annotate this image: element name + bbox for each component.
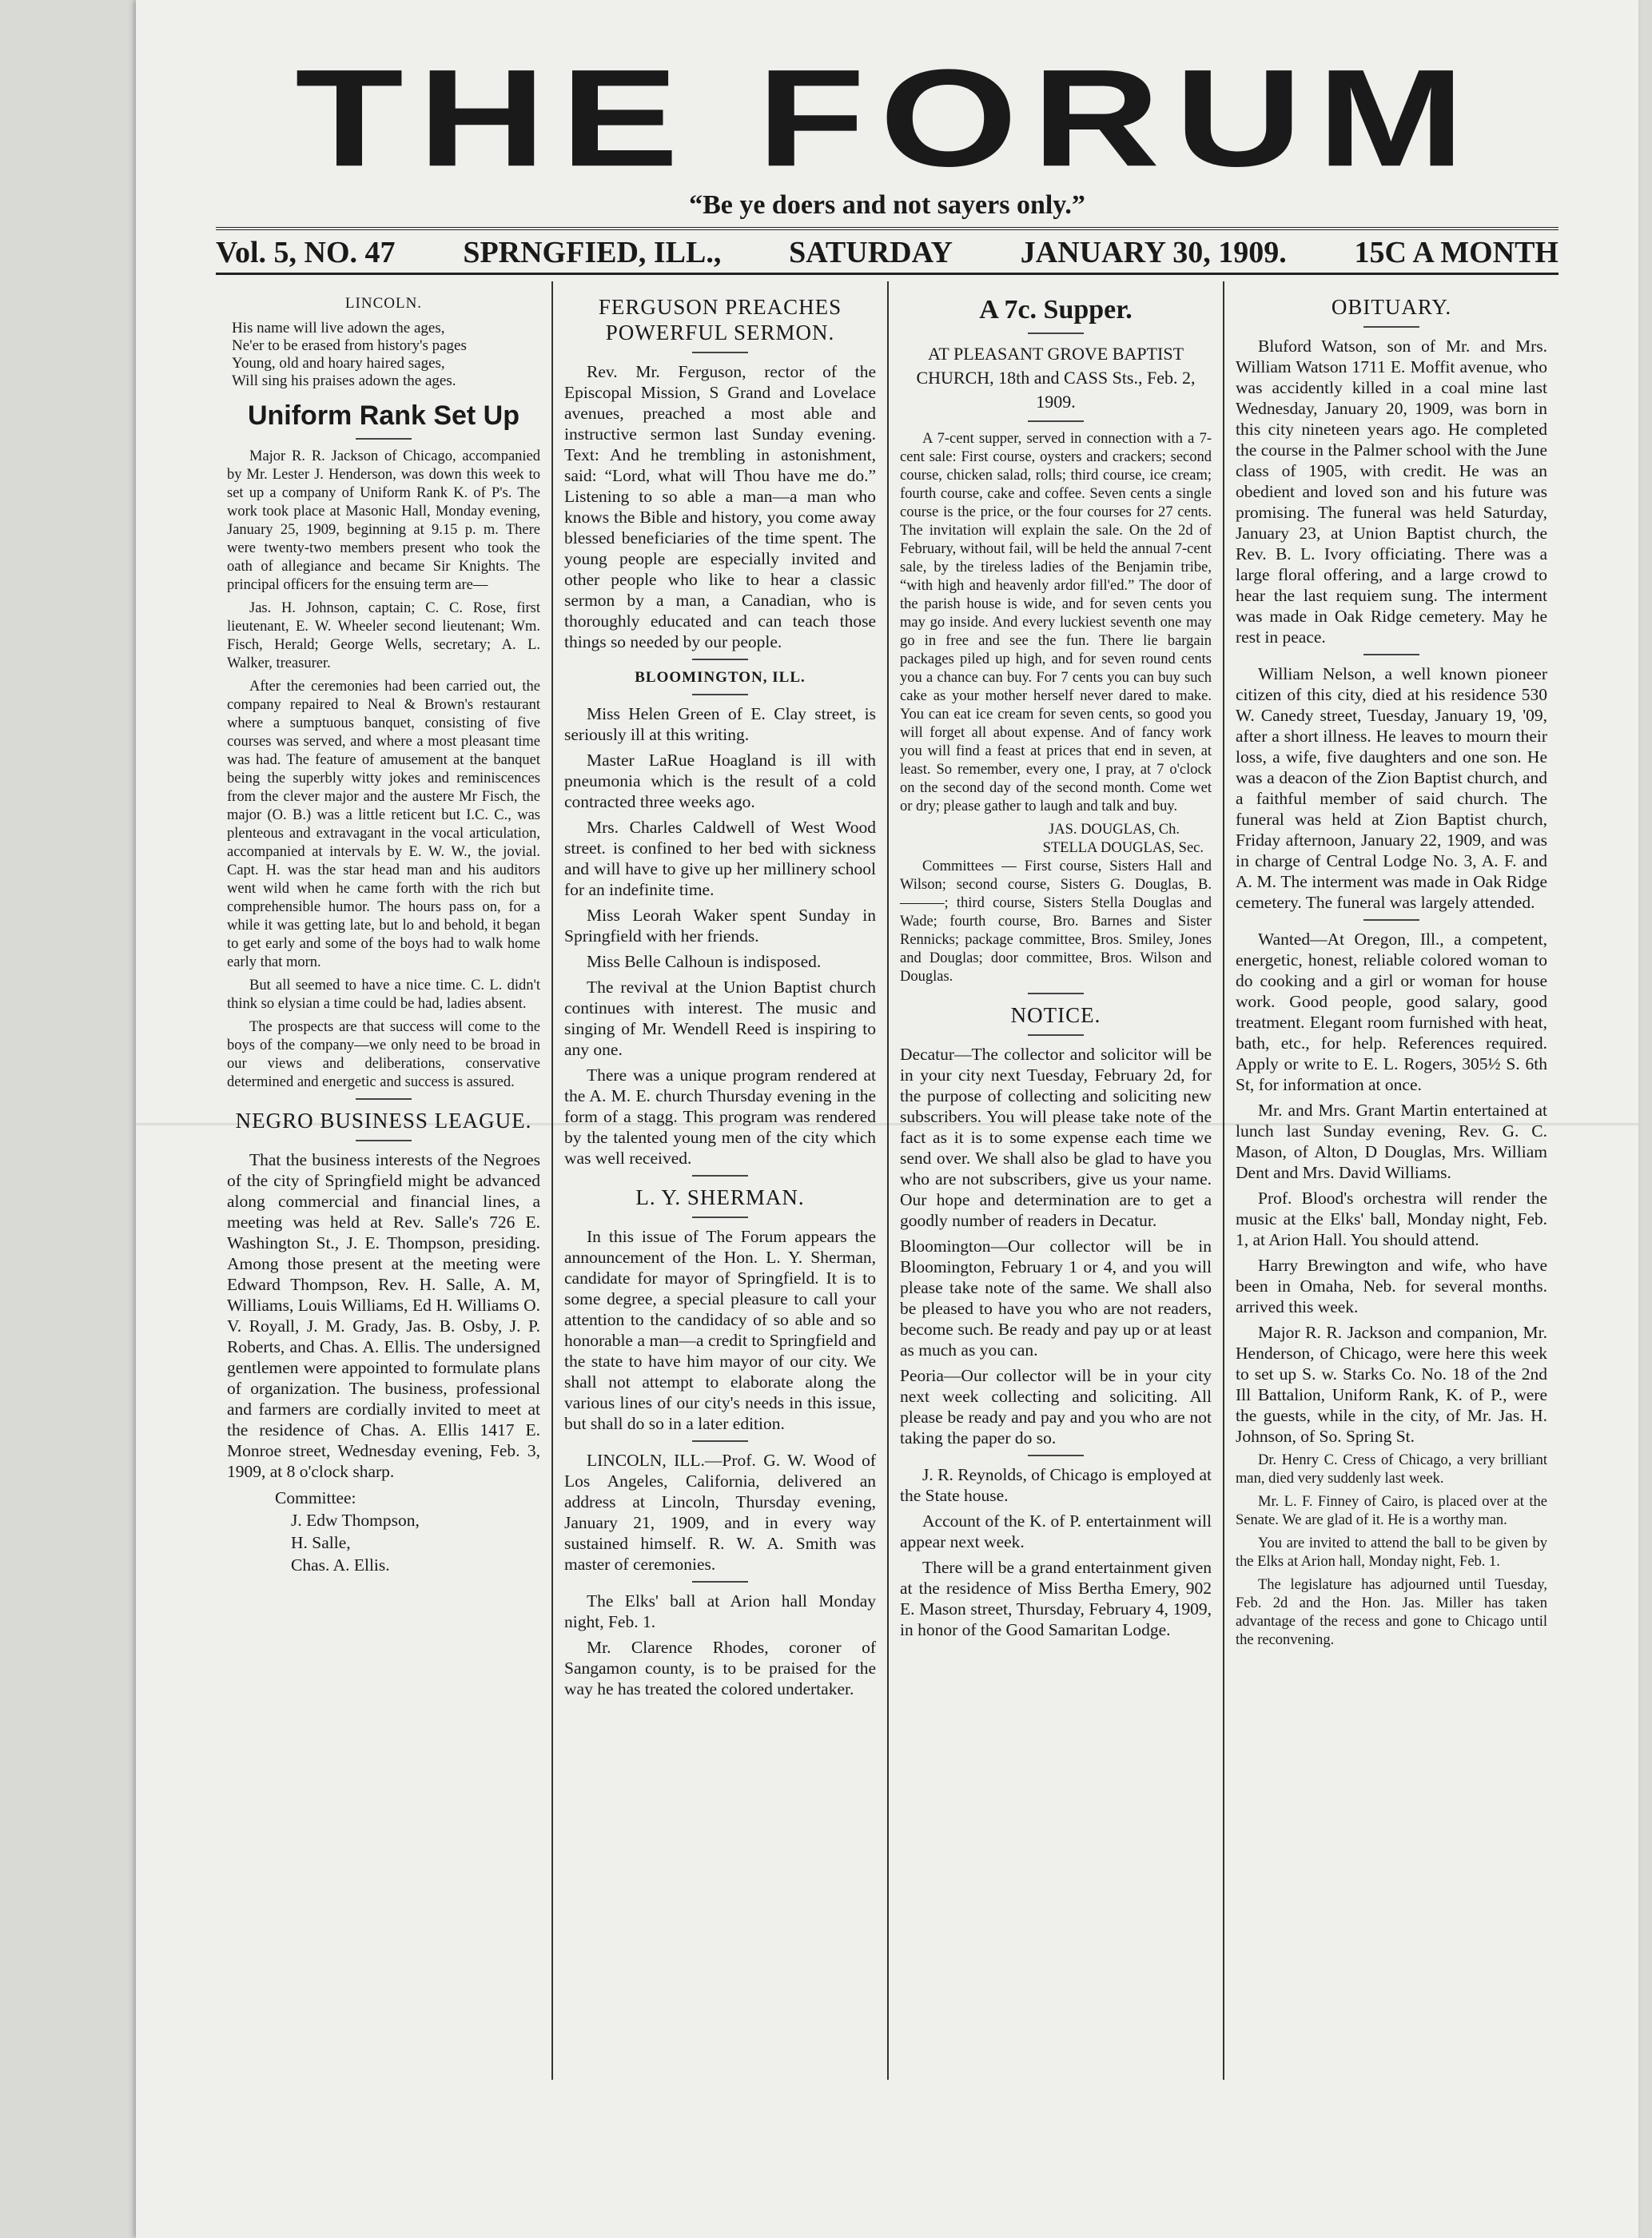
article-paragraph: Jas. H. Johnson, captain; C. C. Rose, first lieutenant, E. W. Wheeler second lieutenant; Wm. Fisch, Herald; George Wells, secretary; A. L. Walker, treasurer. [227,600,540,671]
article-paragraph: You are invited to attend the ball to be given by the Elks at Arion hall, Monday night, Feb. 1. [1236,1535,1547,1570]
article-paragraph: The prospects are that success will come to the boys of the company—we only need to be broad in our views and deliberations, conservative determined and energetic and success is assured. [227,1019,540,1090]
poem-line: His name will live adown the ages, [232,320,445,336]
news-item: Miss Belle Calhoun is indisposed. [587,952,822,971]
divider [692,1440,748,1442]
divider [356,1098,412,1100]
dateline [216,227,1558,275]
divider [356,1140,412,1141]
article-paragraph: A 7-cent supper, served in connection with a 7-cent sale: First course, oysters and crackers; second course, chicken salad, rolls; third course, ice cream; fourth course, cake and coffee. Seven cents a single course is the price, or the four courses for 27 cents. The invitation will explain the sale. On the 2d of February, without fail, will be held the annual 7-cent sale, by the tireless ladies of the Benjamin tribe, “with high and heavenly ardor fill'ed.” The door of the parish house is wide, and for seven cents you may go inside. And every luckiest seventh one may go in free and see the fun. There lie bargain packages piled up high, and for seven round cents you a chance can buy. For 7 cents you can buy such cake as your mother herself never dared to make. You can eat ice cream for seven cents, so good you will forget all about expense. And of fancy work you will find a feast at prices that end in seven, at least. So remember, every one, I pray, at 7 o'clock on the second day of the second month. Come wet or dry; please gather to laugh and talk and buy. [900,431,1212,814]
divider [692,352,748,353]
article-paragraph: Mr. Clarence Rhodes, coroner of Sangamon county, is to be praised for the way he has treated the colored undertaker. [564,1638,876,1698]
supper-headline: A 7c. Supper. [979,295,1133,325]
dateline-day: SATURDAY [789,236,953,269]
article-paragraph: William Nelson, a well known pioneer citizen of this city, died at his residence 530 W. Canedy street, Tuesday, January 19, '09, after a short illness. He leaves to mourn their loss, a wife, five daughters and one son. He was a deacon of the Zion Baptist church, and a faithful member of said church. The funeral was held at Zion Baptist church, Friday afternoon, January 22, 1909, and was in charge of Central Lodge No. 3, A. F. and A. M. The interment was made in Oak Ridge cemetery. The funeral was largely attended. [1236,664,1547,912]
news-item: There was a unique program rendered at the A. M. E. church Thursday evening in the form of a stagg. This program was rendered by the talented young men of the city which was well received. [564,1065,876,1168]
news-item: Miss Leorah Waker spent Sunday in Springfield with her friends. [564,906,876,946]
news-item: The revival at the Union Baptist church continues with interest. The music and singing of Mr. Wendell Reed is inspiring to any one. [564,978,876,1059]
volume-number: Vol. 5, NO. 47 [216,236,396,269]
subscription-price: 15C A MONTH [1354,236,1558,269]
article-paragraph: The legislature has adjourned until Tuesday, Feb. 2d and the Hon. Jas. Miller has taken advantage of the recess and gone to Chicago until the reconvening. [1236,1577,1547,1648]
article-paragraph: Prof. Blood's orchestra will render the music at the Elks' ball, Monday night, Feb. 1, at Arion Hall. You should attend. [1236,1189,1547,1249]
divider [1028,993,1084,994]
article-paragraph: In this issue of The Forum appears the announcement of the Hon. L. Y. Sherman, candidate for mayor of Springfield. It is to some degree, a special pleasure to call your attention to the candidacy of so able and so honorable a man—a credit to Springfield and the state to have him mayor of our city. We shall not attempt to elaborate along the various lines of our city's needs in this issue, but shall do so in a later edition. [564,1227,876,1433]
dateline-city: SPRNGFIED, ILL., [463,236,722,269]
article-paragraph: Harry Brewington and wife, who have been in Omaha, Neb. for several months. arrived this week. [1236,1256,1547,1316]
newspaper-page [136,0,1638,2238]
committee-member: J. Edw Thompson, [291,1511,420,1530]
news-item: Mrs. Charles Caldwell of West Wood street. is confined to her bed with sickness and will have to give up her millinery school for an indefinite time. [564,818,876,899]
article-paragraph: Bluford Watson, son of Mr. and Mrs. William Watson 1711 E. Moffit avenue, who was accidently killed in a coal mine last Wednesday, January 20, 1909, was born in this city nineteen years ago. He completed the course in the Palmer school with the June class of 1905, with credit. He was an obedient and loved son and his future was promising. The funeral was held Saturday, January 23, at Union Baptist church, the Rev. B. L. Ivory officiating. There was a large floral offering, and a large crowd to hear the last requiem sung. The interment was made in Oak Ridge cemetery. May he rest in peace. [1236,336,1547,647]
column-4 [1223,281,1558,2080]
divider [1028,1455,1084,1456]
divider [1028,333,1084,334]
divider [692,1581,748,1583]
article-paragraph: Wanted—At Oregon, Ill., a competent, energetic, honest, reliable colored woman to do cooking and a girl or woman for house work. Good people, good salary, good treatment. Elegant room furnished with heat, bath, etc., for help. References required. Apply or write to E. L. Rogers, 305½ S. 6th St, for information at once. [1236,930,1547,1094]
news-item: Master LaRue Hoagland is ill with pneumonia which is the result of a cold contracted three weeks ago. [564,751,876,811]
article-paragraph: J. R. Reynolds, of Chicago is employed at the State house. [900,1465,1212,1505]
committee-member: Chas. A. Ellis. [291,1555,390,1575]
article-paragraph: After the ceremonies had been carried out, the company repaired to Neal & Brown's restaurant where a sumptuous banquet, consisting of five courses was served, and where a most pleasant time was had. The feature of amusement at the banquet being the superbly witty jokes and reminiscences from the clever major and the austere Mr Fisch, the major (O. B.) was a little reticent but I.C. C., was plenteous and extravagant in the vocal articulation, accompanied at intervals by E. W. W., the jovial. Capt. H. was the star head man and his auditors went wild when he came forth with the rich but comprehensible humor. The hours pass on, for a while it was getting late, but lo and behold, it began to get early and some of the boys had to walk home early that morn. [227,679,540,970]
article-paragraph: Major R. R. Jackson of Chicago, accompanied by Mr. Lester J. Henderson, was down this week to set up a company of Uniform Rank K. of P's. The work took place at Masonic Hall, Monday evening, January 25, 1909, beginning at 9.15 p. m. There were twenty-two members present who took the oath of allegiance and became Sir Knights. The principal officers for the ensuing term are— [227,448,540,593]
signature: STELLA DOUGLAS, Sec. [1042,840,1204,856]
bloomington-headline: BLOOMINGTON, ILL. [635,669,806,686]
poem-line: Ne'er to be erased from history's pages [232,337,467,354]
obituary-headline: OBITUARY. [1331,295,1452,319]
article-paragraph: Mr. L. F. Finney of Cairo, is placed over at the Senate. We are glad of it. He is a worthy man. [1236,1494,1547,1528]
article-columns [216,281,1558,2080]
article-paragraph: The Elks' ball at Arion hall Monday night, Feb. 1. [564,1591,876,1631]
committee-list [227,1487,540,1576]
article-paragraph: Account of the K. of P. entertainment will appear next week. [900,1511,1212,1551]
business-league-headline: NEGRO BUSINESS LEAGUE. [235,1109,532,1133]
article-paragraph: LINCOLN, ILL.—Prof. G. W. Wood of Los Angeles, California, delivered an address at Lincoln, Thursday evening, January 21, 1909, and in every way sustained himself. R. W. A. Smith was master of ceremonies. [564,1451,876,1574]
divider [692,694,748,695]
ferguson-headline: FERGUSON PREACHES POWERFUL SERMON. [598,295,842,344]
divider [692,659,748,660]
divider [1028,1034,1084,1036]
notice-headline: NOTICE. [1010,1003,1101,1027]
news-item: Miss Helen Green of E. Clay street, is seriously ill at this writing. [564,704,876,744]
divider [1363,919,1419,921]
masthead [216,41,1558,220]
article-paragraph: Committees — First course, Sisters Hall and Wilson; second course, Sisters G. Douglas, B. ———; third course, Sisters Stella Douglas and Wade; fourth course, Bro. Barnes and Sister Rennicks; package committee, Bros. Smiley, Jones and Douglas; door committee, Bros. Wilson and Douglas. [900,858,1212,985]
committee-label: Committee: [275,1488,356,1507]
article-paragraph: Dr. Henry C. Cress of Chicago, a very brilliant man, died very suddenly last week. [1236,1452,1547,1487]
article-paragraph: That the business interests of the Negroes of the city of Springfield might be advanced along commercial and financial lines, a meeting was held at Rev. Salle's 726 E. Washington St., J. E. Thompson, presiding. Among those present at the meeting were Edward Thompson, Rev. H. Salle, A. M, Williams, Louis Williams, Ed H. Williams O. V. Royall, J. M. Grady, Jas. B. Osby, J. P. Roberts, and Chas. A. Ellis. The undersigned gentlemen were appointed to formulate plans of organization. The business, professional and farmers are cordially invited to meet at the residence of Chas. A. Ellis 1417 E. Monroe street, Wednesday evening, Feb. 3, 1909, at 8 o'clock sharp. [227,1150,540,1481]
committee-member: H. Salle, [291,1533,351,1552]
article-paragraph: Rev. Mr. Ferguson, rector of the Episcopal Mission, S Grand and Lovelace avenues, preached a most able and instructive sermon last Sunday evening. Text: And he trembling in astonishment, said: “Lord, what will Thou have me do.” Listening to so able a man—a man who knows the Bible and history, you come away blessed beneficiaries of the time spent. The young people are especially invited and other people who like to hear a classic sermon by a man, a Canadian, who is thoroughly educated and can teach those things so needed by our people. [564,362,876,651]
article-paragraph: Peoria—Our collector will be in your city next week collecting and soliciting. All please be ready and pay and you who are not taking the paper do so. [900,1366,1212,1448]
article-paragraph: Bloomington—Our collector will be in Bloomington, February 1 or 4, and you will please take note of the same. We shall also be pleased to have you who are not readers, become such. Be ready and pay up or at least as much as you can. [900,1236,1212,1360]
lincoln-poem [227,320,540,390]
uniform-rank-headline: Uniform Rank Set Up [247,400,520,431]
poem-line: Will sing his praises adown the ages. [232,372,456,389]
signature: JAS. DOUGLAS, Ch. [1049,822,1180,838]
poem-line: Young, old and hoary haired sages, [232,355,445,372]
supper-subheadline: AT PLEASANT GROVE BAPTIST CHURCH, 18th and CASS Sts., Feb. 2, 1909. [916,344,1196,412]
divider [1363,654,1419,655]
article-paragraph: There will be a grand entertainment given at the residence of Miss Bertha Emery, 902 E. Mason street, Thursday, February 4, 1909, in honor of the Good Samaritan Lodge. [900,1558,1212,1639]
divider [356,438,412,440]
column-1 [216,281,551,2080]
divider [1363,326,1419,328]
article-paragraph: Major R. R. Jackson and companion, Mr. Henderson, of Chicago, were here this week to set up S. w. Starks Co. No. 18 of the 2nd Ill Battalion, Uniform Rank, K. of P., were the guests, while in the city, of Mr. Jas. H. Johnson, of So. Spring St. [1236,1323,1547,1446]
article-paragraph: Mr. and Mrs. Grant Martin entertained at lunch last Sunday evening, Rev. G. C. Mason, of Alton, D Douglas, Mrs. William Dent and Mrs. David Williams. [1236,1101,1547,1182]
newspaper-title: THE FORUM [295,41,1479,196]
divider [692,1175,748,1177]
column-3 [887,281,1223,2080]
article-paragraph: But all seemed to have a nice time. C. L. didn't think so elysian a time could be had, ladies absent. [227,978,540,1012]
divider [1028,420,1084,422]
poem-title: LINCOLN. [344,295,423,312]
article-paragraph: Decatur—The collector and solicitor will be in your city next Tuesday, February 2d, for the purpose of collecting and soliciting new subscribers. You will please take note of the fact as it is to some expense each time we send over. We shall also be glad to have you who are not subscribers, give us your name. Our hope and determination are to get a goodly number of readers in Decatur. [900,1045,1212,1230]
divider [692,1217,748,1218]
sherman-headline: L. Y. SHERMAN. [635,1185,805,1209]
newspaper-motto: “Be ye doers and not sayers only.” [689,190,1085,220]
dateline-date: JANUARY 30, 1909. [1020,236,1287,269]
column-2 [551,281,887,2080]
